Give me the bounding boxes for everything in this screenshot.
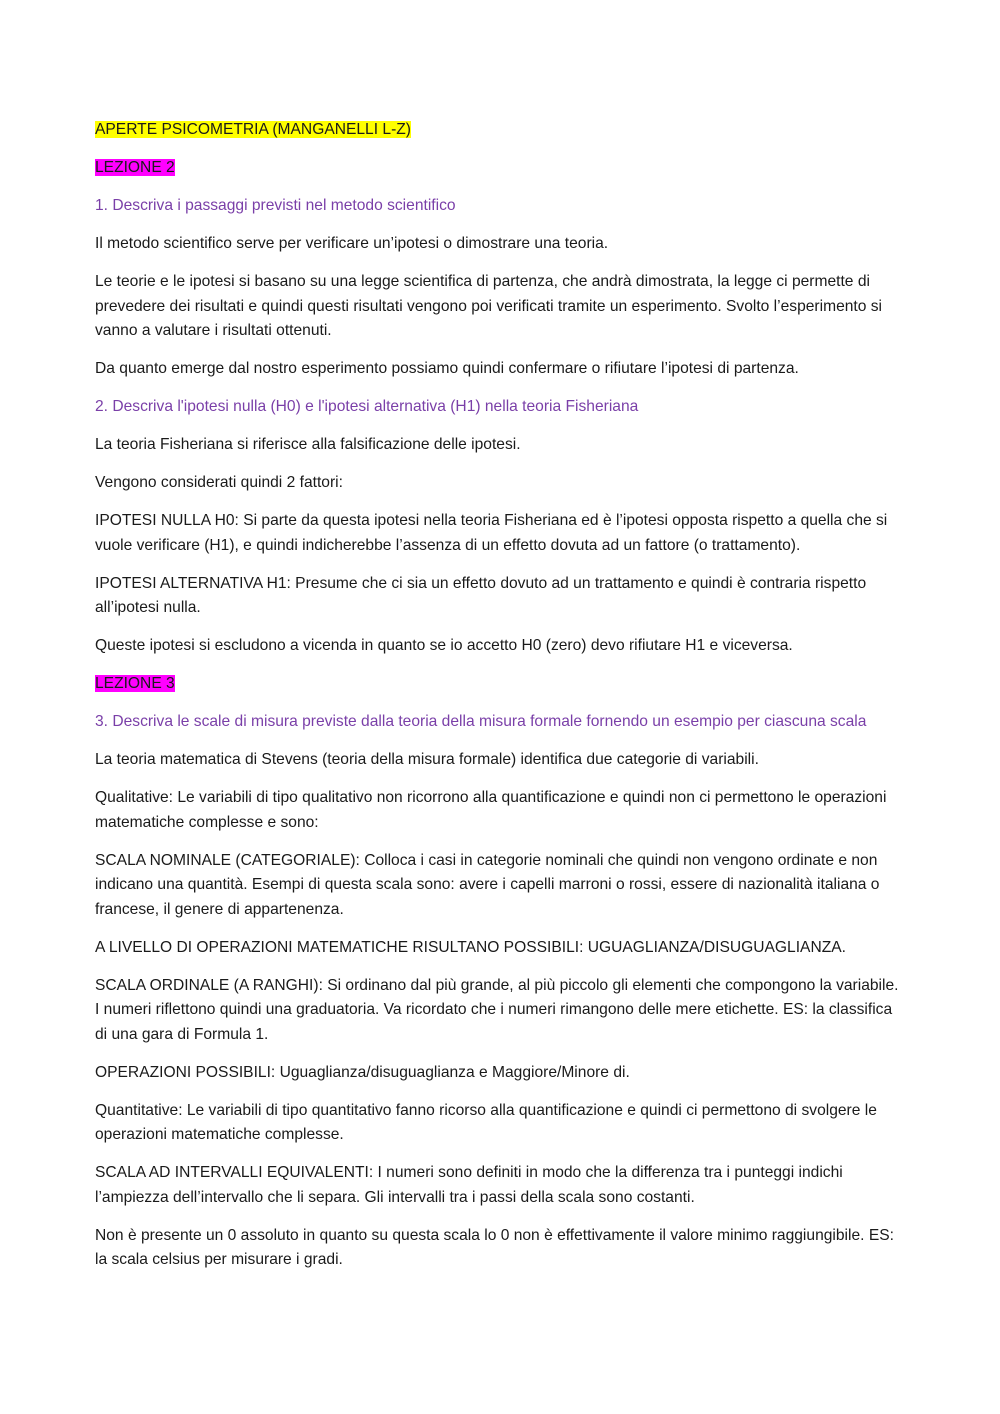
paragraph-14: OPERAZIONI POSSIBILI: Uguaglianza/disuguaglianza e Maggiore/Minore di. — [95, 1063, 630, 1081]
paragraph-12: A LIVELLO DI OPERAZIONI MATEMATICHE RISULTANO POSSIBILI: UGUAGLIANZA/DISUGUAGLIANZA. — [95, 938, 846, 956]
paragraph-13: SCALA ORDINALE (A RANGHI): Si ordinano dal più grande, al più piccolo gli elementi che compongono la variabile. I numeri riflettono quindi una graduatoria. Va ricordato che i numeri rimangono delle mere etichette. ES: la classifica di una gara di Formula 1. — [95, 976, 899, 1043]
paragraph-9: La teoria matematica di Stevens (teoria della misura formale) identifica due categorie di variabili. — [95, 751, 759, 768]
paragraph-8: Queste ipotesi si escludono a vicenda in quanto se io accetto H0 (zero) devo rifiutare H1 e viceversa. — [95, 637, 793, 654]
paragraph-11: SCALA NOMINALE (CATEGORIALE): Colloca i casi in categorie nominali che quindi non vengono ordinate e non indicano una quantità. Esempi di questa scala sono: avere i capelli marroni o rossi, essere di nazionalità italiana o francese, il genere di appartenenza. — [95, 851, 880, 918]
paragraph-10: Qualitative: Le variabili di tipo qualitativo non ricorrono alla quantificazione e quindi non ci permettono le operazioni matematiche complesse e sono: — [95, 789, 887, 831]
paragraph-17: Non è presente un 0 assoluto in quanto su questa scala lo 0 non è effettivamente il valore minimo raggiungibile. ES: la scala celsius per misurare i gradi. — [95, 1226, 894, 1268]
paragraph-7: IPOTESI ALTERNATIVA H1: Presume che ci sia un effetto dovuto ad un trattamento e quindi è contraria rispetto all’ipotesi nulla. — [95, 574, 867, 616]
paragraph-2: Le teorie e le ipotesi si basano su una legge scientifica di partenza, che andrà dimostrata, la legge ci permette di prevedere dei risultati e quindi questi risultati vengono poi verificati tramite un esperimento. Svolto l’esperimento si vanno a valutare i risultati ottenuti. — [95, 273, 883, 339]
paragraph-6: IPOTESI NULLA H0: Si parte da questa ipotesi nella teoria Fisheriana ed è l’ipotesi opposta rispetto a quella che si vuole verificare (H1), e quindi indicherebbe l’assenza di un effetto dovuta ad un fattore (o trattamento). — [95, 512, 888, 554]
paragraph-5: Vengono considerati quindi 2 fattori: — [95, 474, 343, 491]
question-2: 2. Descriva l'ipotesi nulla (H0) e l'ipotesi alternativa (H1) nella teoria Fisheriana — [95, 398, 639, 415]
document-page — [95, 118, 907, 1286]
lesson-3-highlight: LEZIONE 3 — [95, 675, 175, 692]
paragraph-15: Quantitative: Le variabili di tipo quantitativo fanno ricorso alla quantificazione e quindi ci permettono di svolgere le operazioni matematiche complesse. — [95, 1101, 877, 1143]
document-title — [95, 118, 907, 143]
paragraph-4: La teoria Fisheriana si riferisce alla falsificazione delle ipotesi. — [95, 436, 521, 453]
paragraph-16: SCALA AD INTERVALLI EQUIVALENTI: I numeri sono definiti in modo che la differenza tra i punteggi indichi l’ampiezza dell’intervallo che li separa. Gli intervalli tra i passi della scala sono costanti. — [95, 1164, 843, 1206]
paragraph-1: Il metodo scientifico serve per verificare un’ipotesi o dimostrare una teoria. — [95, 235, 609, 252]
lesson-heading-3 — [95, 672, 907, 697]
question-1: 1. Descriva i passaggi previsti nel metodo scientifico — [95, 197, 456, 214]
title-highlight: APERTE PSICOMETRIA (MANGANELLI L-Z) — [95, 121, 411, 138]
lesson-heading-2 — [95, 156, 907, 181]
paragraph-3: Da quanto emerge dal nostro esperimento possiamo quindi confermare o rifiutare l’ipotesi di partenza. — [95, 360, 799, 377]
lesson-2-highlight: LEZIONE 2 — [95, 159, 175, 176]
question-3: 3. Descriva le scale di misura previste dalla teoria della misura formale fornendo un esempio per ciascuna scala — [95, 713, 867, 730]
